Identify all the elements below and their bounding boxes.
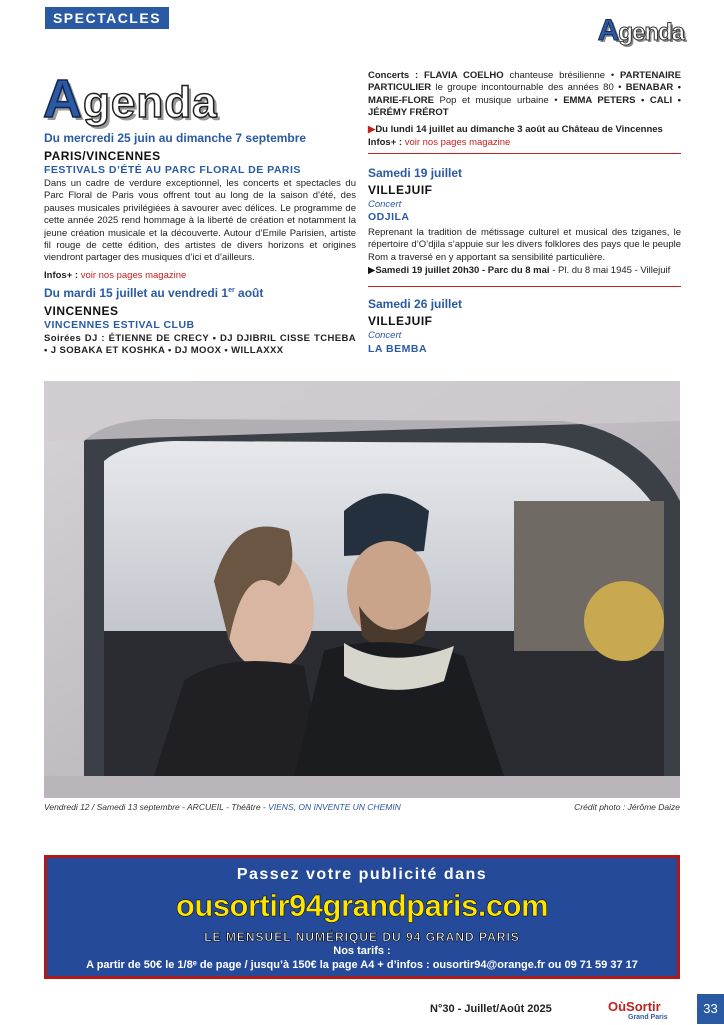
- caption-title: VIENS, ON INVENTE UN CHEMIN: [268, 802, 401, 812]
- event-infos: [368, 137, 681, 149]
- event-city: VILLEJUIF: [368, 183, 433, 197]
- artist: FLAVIA COELHO: [423, 70, 504, 81]
- practical-bold: Samedi 19 juillet 20h30 - Parc du 8 mai: [375, 265, 550, 276]
- date-text-end: août: [234, 286, 264, 300]
- event-date: [44, 286, 356, 300]
- event-title: LA BEMBA: [368, 343, 428, 355]
- concert-lineup: [368, 70, 681, 120]
- magazine-logo: [606, 998, 684, 1020]
- photo-illustration: [44, 381, 680, 798]
- event-lineup: [44, 333, 356, 358]
- divider: [368, 153, 681, 154]
- event-description: Reprenant la tradition de métissage culturel et musical des tziganes, le répertoire d’O’djila s’appuie sur les divers folklores des pays que le peuple Rom a traversé en y apportant sa sensibilité particulière.: [368, 227, 681, 263]
- event-photo: [44, 381, 680, 798]
- agenda-small-rest: genda: [618, 19, 684, 46]
- logo-sub: Grand Paris: [628, 1014, 668, 1020]
- event-description: Dans un cadre de verdure exceptionnel, les concerts et spectacles du Parc Floral de Paris vous offrent tout au long de la saison d’été, des pauses musicales privilégiées à savourer avec délices. Le programme de cette année 2025 rend hommage à la liberté de création et notamment la jeune création musicale et la découverte. Autour d’Emile Parisien, artiste fil rouge de cette édition, des artistes de divers horizons et origines viendront partager des musiques d’ici et d’ailleurs.: [44, 178, 356, 264]
- section-tag: SPECTACLES: [45, 7, 169, 29]
- ad-rates-label: Nos tarifs :: [333, 945, 391, 957]
- lineup-artists: ÉTIENNE DE CRECY • DJ DJIBRIL CISSE TCHEBA • J SOBAKA ET KOSHKA • DJ MOOX • WILLAXXX: [44, 333, 356, 357]
- event-category: Concert: [368, 330, 402, 341]
- advert-banner[interactable]: [44, 855, 680, 979]
- ad-rates: A partir de 50€ le 1/8ᵉ de page / jusqu’à 150€ la page A4 + d’infos : ousortir94@orange.fr ou 09 71 59 37 17: [86, 959, 638, 971]
- event-title: FESTIVALS D’ÉTÉ AU PARC FLORAL DE PARIS: [44, 164, 301, 176]
- artist-note: le groupe incontournable des années 80 •: [431, 82, 626, 94]
- infos-link[interactable]: voir nos pages magazine: [80, 270, 187, 281]
- event-city: VINCENNES: [44, 304, 119, 318]
- ad-tagline: LE MENSUEL NUMÉRIQUE DU 94 GRAND PARIS: [204, 930, 520, 944]
- divider: [368, 286, 681, 287]
- arrow-icon: ▶: [368, 124, 376, 135]
- artist-note: Pop et musique urbaine •: [433, 94, 564, 106]
- logo-text: OùSortir: [608, 999, 661, 1014]
- date-text: Du mardi 15 juillet au vendredi 1: [44, 286, 229, 300]
- infos-label: Infos+ :: [368, 137, 403, 148]
- page-title: [43, 69, 218, 129]
- page-title-cap: A: [43, 69, 83, 129]
- event-infos: [44, 270, 356, 282]
- event-date: Samedi 26 juillet: [368, 297, 463, 311]
- infos-label: Infos+ :: [44, 270, 79, 281]
- practical-info: [368, 265, 681, 277]
- event-category: Concert: [368, 199, 402, 210]
- caption-text: Vendredi 12 / Samedi 13 septembre - ARCUEIL - Théâtre -: [44, 802, 269, 812]
- photo-caption: [44, 802, 401, 812]
- photo-credit: Crédit photo : Jérôme Daize: [574, 802, 680, 812]
- artist: PARTENAIRE PARTICULIER: [368, 70, 682, 94]
- arrow-icon: ▶: [368, 265, 376, 276]
- page-title-rest: genda: [83, 78, 218, 127]
- issue-number: N°30 - Juillet/Août 2025: [430, 1003, 552, 1015]
- page-number: 33: [697, 994, 724, 1024]
- event-date: Du mercredi 25 juin au dimanche 7 septembre: [44, 131, 307, 145]
- artist-note: chanteuse brésilienne •: [503, 70, 620, 81]
- event-city: VILLEJUIF: [368, 314, 433, 328]
- infos-link[interactable]: voir nos pages magazine: [404, 137, 511, 148]
- practical-info: [368, 124, 681, 136]
- practical-text: Du lundi 14 juillet au dimanche 3 août au Château de Vincennes: [375, 124, 663, 135]
- event-title: ODJILA: [368, 211, 410, 223]
- logo-icon: [606, 998, 684, 1020]
- date-sup: er: [228, 287, 235, 294]
- concerts-label: Concerts :: [368, 70, 419, 81]
- artist: EMMA PETERS • CALI • JÉRÉMY FRÉROT: [368, 94, 681, 119]
- ad-website[interactable]: ousortir94grandparis.com: [175, 888, 549, 923]
- lineup-label: Soirées DJ :: [44, 333, 105, 344]
- event-city: PARIS/VINCENNES: [44, 149, 161, 163]
- agenda-small-cap: A: [597, 14, 619, 47]
- event-date: Samedi 19 juillet: [368, 166, 463, 180]
- artist: BENABAR • MARIE-FLORE: [368, 82, 681, 106]
- agenda-header-logo: [598, 14, 684, 48]
- practical-rest: - Pl. du 8 mai 1945 - Villejuif: [549, 265, 671, 276]
- event-title: VINCENNES ESTIVAL CLUB: [44, 319, 195, 331]
- ad-headline: Passez votre publicité dans: [236, 866, 488, 883]
